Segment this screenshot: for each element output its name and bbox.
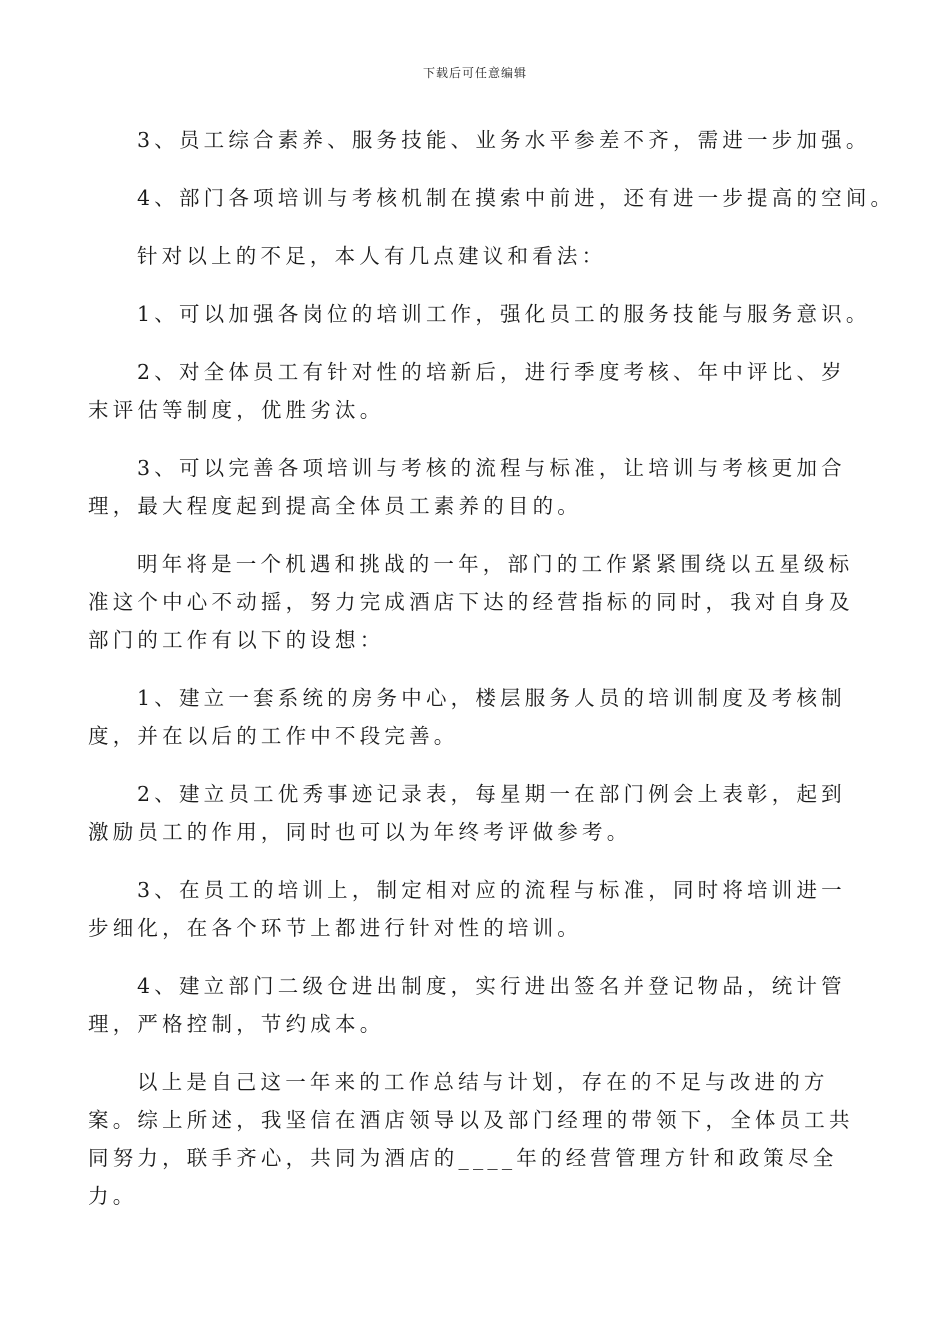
document-body [88,121,896,1235]
paragraph-conclusion: 以上是自己这一年来的工作总结与计划，存在的不足与改进的方案。综上所述，我坚信在酒店领导以及部门经理的带领下，全体员工共同努力，联手齐心，共同为酒店的____年的经营管理方针和政策尽全力。 [88,1070,854,1208]
paragraph-plan-3: 3、在员工的培训上，制定相对应的流程与标准，同时将培训进一步细化，在各个环节上都进行针对性的培训。 [88,878,846,940]
paragraph-deficiency-3: 3、员工综合素养、服务技能、业务水平参差不齐，需进一步加强。 [137,128,871,152]
paragraph-plan-1: 1、建立一套系统的房务中心，楼层服务人员的培训制度及考核制度，并在以后的工作中不段完善。 [88,686,846,748]
paragraph-next-year-intro: 明年将是一个机遇和挑战的一年，部门的工作紧紧围绕以五星级标准这个中心不动摇，努力完成酒店下达的经营指标的同时，我对自身及部门的工作有以下的设想： [88,552,854,652]
paragraph-plan-2: 2、建立员工优秀事迹记录表，每星期一在部门例会上表彰，起到激励员工的作用，同时也可以为年终考评做参考。 [88,782,846,844]
paragraph-suggestion-1: 1、可以加强各岗位的培训工作，强化员工的服务技能与服务意识。 [137,302,871,326]
paragraph-suggestion-3: 3、可以完善各项培训与考核的流程与标准，让培训与考核更加合理，最大程度起到提高全体员工素养的目的。 [88,456,846,518]
paragraph-deficiency-4: 4、部门各项培训与考核机制在摸索中前进，还有进一步提高的空间。 [137,186,896,210]
paragraph-suggestion-2: 2、对全体员工有针对性的培新后，进行季度考核、年中评比、岁末评估等制度，优胜劣汰。 [88,360,846,422]
page-header: 下载后可任意编辑 [422,66,527,80]
paragraph-plan-4: 4、建立部门二级仓进出制度，实行进出签名并登记物品，统计管理，严格控制，节约成本。 [88,974,846,1036]
paragraph-suggestions-intro: 针对以上的不足，本人有几点建议和看法： [137,244,607,268]
